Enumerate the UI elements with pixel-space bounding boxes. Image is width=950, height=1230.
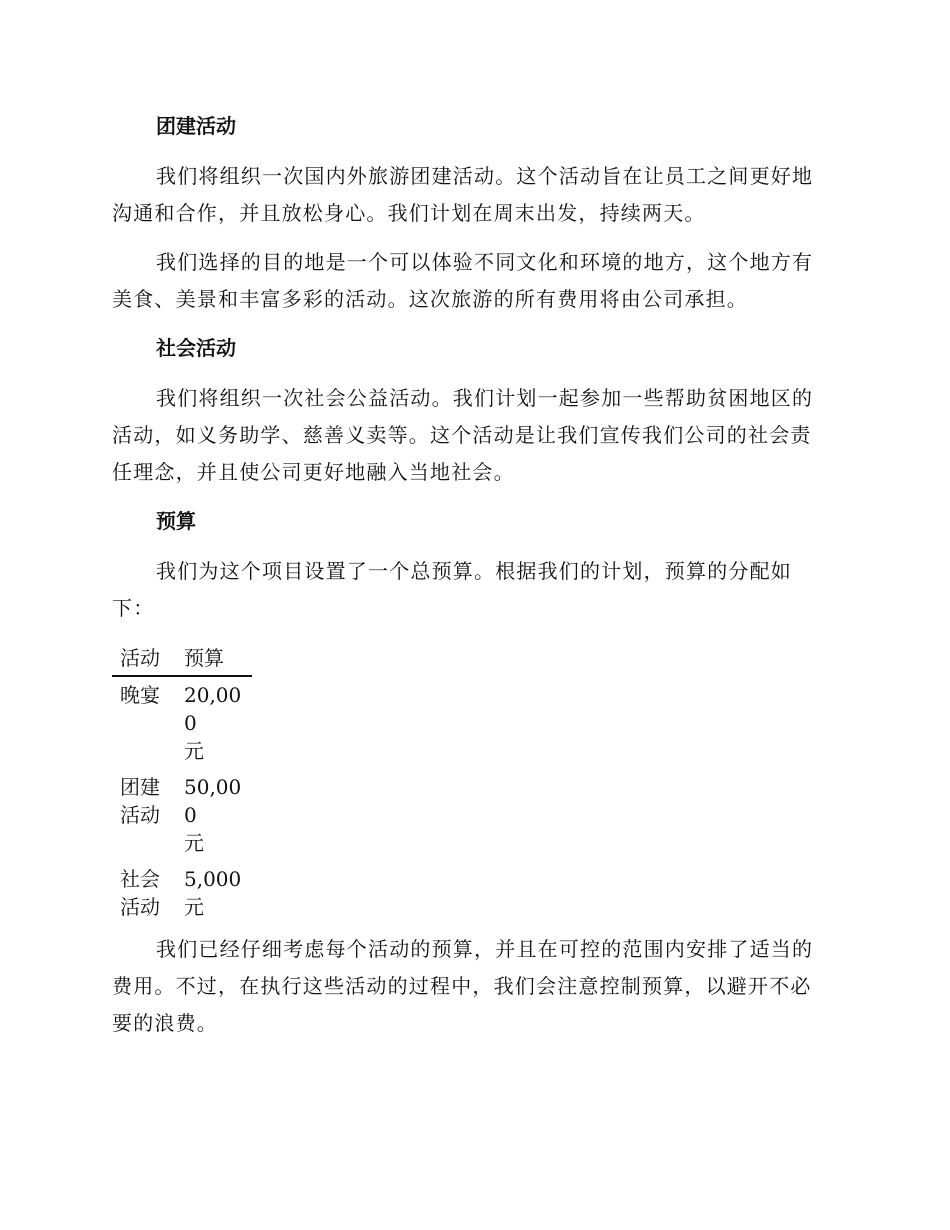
activity-line: 社会 <box>120 867 160 891</box>
paragraph: 我们将组织一次国内外旅游团建活动。这个活动旨在让员工之间更好地沟通和合作，并且放松身心。我们计划在周末出发，持续两天。 <box>112 164 814 225</box>
table-row <box>112 676 252 769</box>
paragraph: 我们将组织一次社会公益活动。我们计划一起参加一些帮助贫困地区的活动，如义务助学、慈善义卖等。这个活动是让我们宣传我们公司的社会责任理念，并且使公司更好地融入当地社会。 <box>112 386 814 484</box>
budget-amount: 5,000 <box>184 867 242 891</box>
activity-line: 活动 <box>120 803 160 827</box>
table-row <box>112 861 252 925</box>
budget-table <box>112 643 252 925</box>
activity-line: 团建 <box>120 775 160 799</box>
section-heading-budget: 预算 <box>156 509 196 533</box>
table-row <box>112 769 252 861</box>
budget-cell <box>176 676 252 769</box>
budget-amount: 20,000 <box>184 683 242 735</box>
column-header-activity: 活动 <box>112 643 176 676</box>
paragraph: 我们为这个项目设置了一个总预算。根据我们的计划，预算的分配如下： <box>112 559 792 620</box>
budget-cell <box>176 861 252 925</box>
budget-amount: 50,000 <box>184 775 242 827</box>
budget-cell <box>176 769 252 861</box>
budget-unit: 元 <box>184 739 204 763</box>
budget-unit: 元 <box>184 895 204 919</box>
section-heading-social-activity: 社会活动 <box>156 336 236 360</box>
section-heading-team-building: 团建活动 <box>156 114 236 138</box>
activity-line: 晚宴 <box>120 683 160 707</box>
budget-unit: 元 <box>184 831 204 855</box>
activity-cell <box>112 861 176 925</box>
activity-line: 活动 <box>120 895 160 919</box>
activity-cell <box>112 676 176 769</box>
closing-paragraph: 我们已经仔细考虑每个活动的预算，并且在可控的范围内安排了适当的费用。不过，在执行这些活动的过程中，我们会注意控制预算，以避开不必要的浪费。 <box>112 937 814 1035</box>
column-header-budget: 预算 <box>176 643 252 676</box>
paragraph: 我们选择的目的地是一个可以体验不同文化和环境的地方，这个地方有美食、美景和丰富多彩的活动。这次旅游的所有费用将由公司承担。 <box>112 250 814 311</box>
document-page <box>112 108 832 1054</box>
table-header-row <box>112 643 252 676</box>
activity-cell <box>112 769 176 861</box>
